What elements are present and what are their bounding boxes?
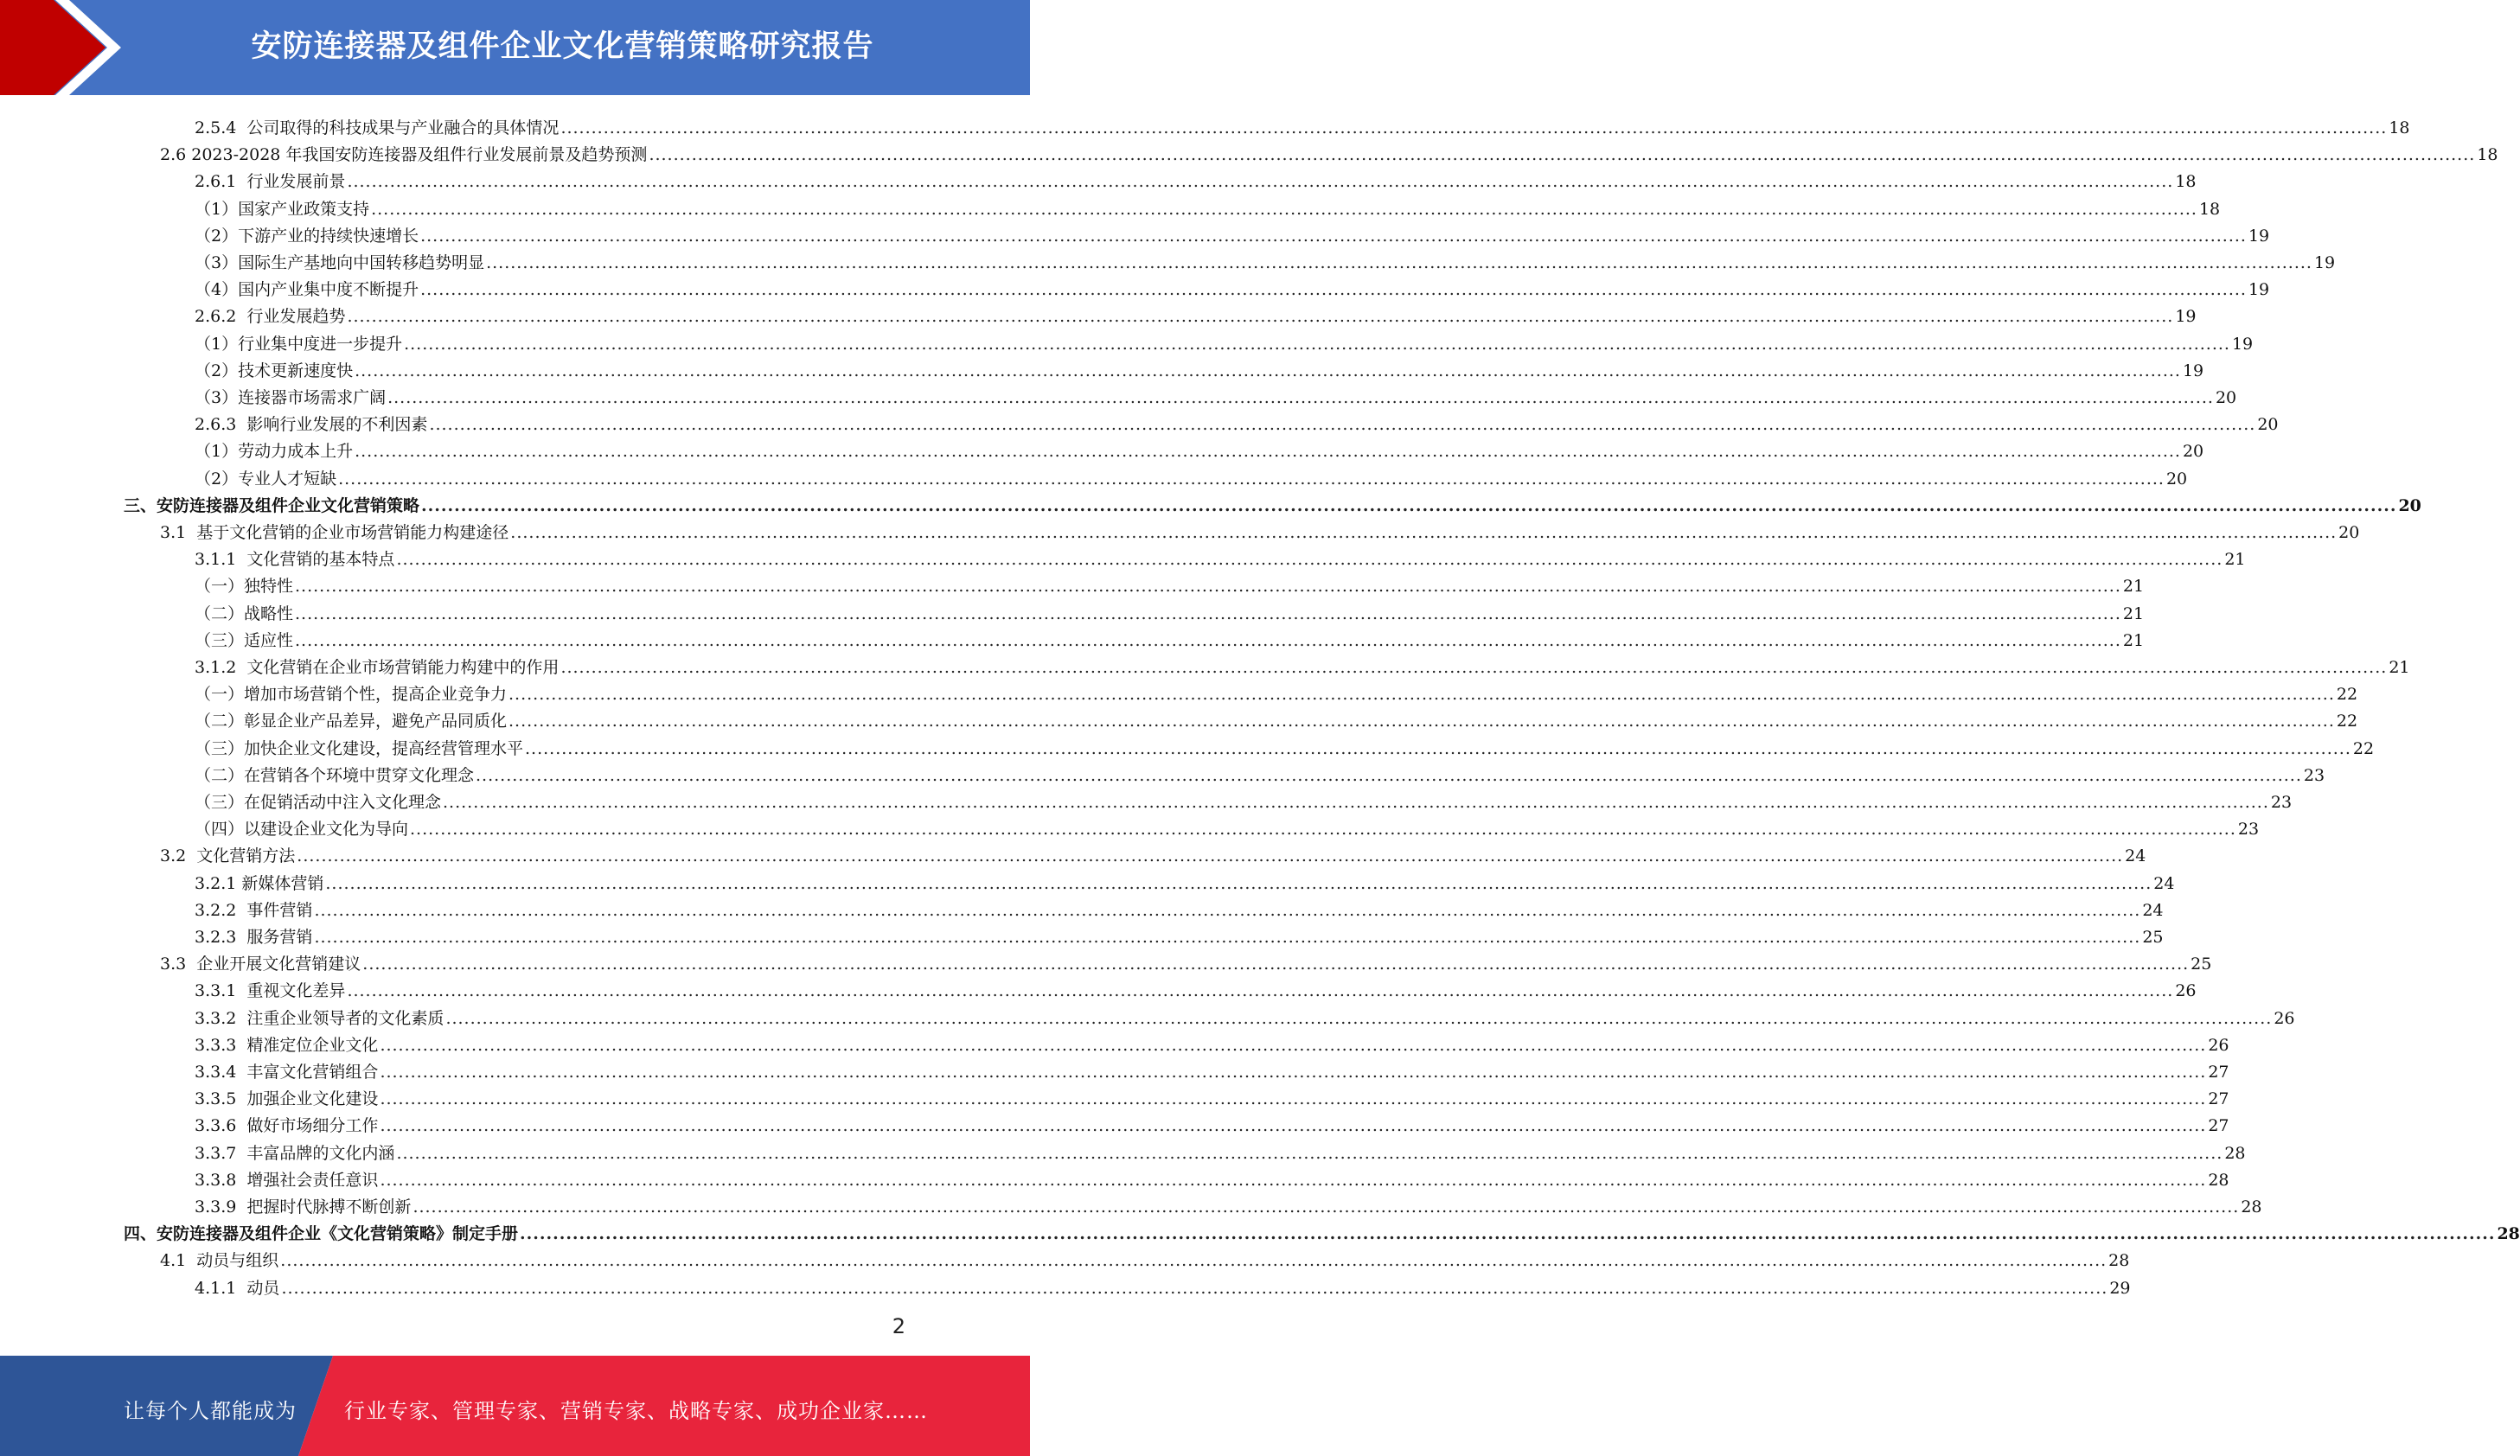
toc-leader-dots: ............................................................................................................................................................................................................................................................................................................ bbox=[280, 1251, 2107, 1271]
toc-entry-label: 2.6.3 影响行业发展的不利因素 bbox=[195, 415, 428, 435]
toc-entry-label: 3.3.8 增强社会责任意识 bbox=[195, 1170, 379, 1190]
toc-leader-dots: ............................................................................................................................................................................................................................................................................................................ bbox=[380, 1035, 2207, 1055]
toc-entry-page: 19 bbox=[2175, 307, 2197, 327]
toc-entry-label: （2）专业人才短缺 bbox=[195, 469, 337, 489]
toc-entry[interactable] bbox=[195, 812, 2260, 840]
toc-entry[interactable] bbox=[195, 434, 2204, 462]
toc-entry[interactable] bbox=[195, 192, 2221, 219]
toc-leader-dots: ............................................................................................................................................................................................................................................................................................................ bbox=[295, 630, 2121, 650]
toc-leader-dots: ............................................................................................................................................................................................................................................................................................................ bbox=[387, 388, 2214, 407]
toc-entry-label: （一）独特性 bbox=[195, 577, 294, 597]
toc-entry-page: 21 bbox=[2389, 658, 2410, 677]
toc-entry-page: 22 bbox=[2352, 738, 2375, 758]
toc-entry-page: 27 bbox=[2208, 1116, 2229, 1136]
toc-leader-dots: ............................................................................................................................................................................................................................................................................................................ bbox=[314, 928, 2141, 947]
toc-leader-dots: ............................................................................................................................................................................................................................................................................................................ bbox=[355, 361, 2181, 380]
toc-leader-dots: ............................................................................................................................................................................................................................................................................................................ bbox=[295, 577, 2121, 597]
toc-leader-dots: ............................................................................................................................................................................................................................................................................................................ bbox=[649, 145, 2476, 165]
toc-entry[interactable] bbox=[195, 704, 2358, 731]
footer-slogan-left: 让每个人都能成为 bbox=[124, 1399, 297, 1423]
toc-entry[interactable] bbox=[195, 597, 2145, 623]
toc-entry-page: 22 bbox=[2336, 685, 2358, 705]
toc-entry-page: 19 bbox=[2231, 334, 2254, 354]
toc-leader-dots: ............................................................................................................................................................................................................................................................................................................ bbox=[380, 1089, 2207, 1109]
toc-entry[interactable] bbox=[124, 1217, 2520, 1244]
toc-entry[interactable] bbox=[195, 1028, 2229, 1055]
toc-entry-page: 23 bbox=[2270, 793, 2293, 812]
toc-entry[interactable] bbox=[160, 947, 2212, 974]
toc-entry-label: （三）加快企业文化建设，提高经营管理水平 bbox=[195, 738, 524, 758]
toc-leader-dots: ............................................................................................................................................................................................................................................................................................................ bbox=[295, 603, 2121, 623]
toc-entry[interactable] bbox=[195, 219, 2270, 246]
toc-entry-label: 3.3.3 精准定位企业文化 bbox=[195, 1035, 379, 1055]
toc-entry[interactable] bbox=[195, 111, 2410, 137]
toc-entry-page: 18 bbox=[2198, 199, 2221, 219]
toc-leader-dots: ............................................................................................................................................................................................................................................................................................................ bbox=[508, 685, 2335, 705]
toc-leader-dots: ............................................................................................................................................................................................................................................................................................................ bbox=[314, 900, 2141, 920]
document-title: 安防连接器及组件企业文化营销策略研究报告 bbox=[251, 29, 874, 64]
header-banner bbox=[0, 0, 1030, 95]
toc-entry-label: 3.3.4 丰富文化营销组合 bbox=[195, 1063, 379, 1082]
toc-entry-page: 20 bbox=[2338, 523, 2360, 542]
toc-entry-page: 18 bbox=[2175, 172, 2197, 192]
toc-entry[interactable] bbox=[195, 866, 2175, 893]
toc-leader-dots: ............................................................................................................................................................................................................................................................................................................ bbox=[420, 280, 2247, 300]
toc-entry-page: 26 bbox=[2208, 1035, 2229, 1055]
toc-entry-page: 28 bbox=[2208, 1170, 2229, 1190]
toc-leader-dots: ............................................................................................................................................................................................................................................................................................................ bbox=[396, 550, 2223, 570]
toc-entry-label: 4.1 动员与组织 bbox=[160, 1251, 279, 1271]
toc-entry-page: 25 bbox=[2142, 928, 2164, 947]
toc-entry-label: 3.2.3 服务营销 bbox=[195, 928, 313, 947]
toc-leader-dots: ............................................................................................................................................................................................................................................................................................................ bbox=[410, 820, 2236, 840]
toc-entry-label: （三）在促销活动中注入文化理念 bbox=[195, 793, 442, 812]
toc-leader-dots: ............................................................................................................................................................................................................................................................................................................ bbox=[476, 765, 2302, 785]
toc-entry[interactable] bbox=[124, 489, 2421, 515]
toc-leader-dots: ............................................................................................................................................................................................................................................................................................................ bbox=[380, 1063, 2207, 1082]
toc-entry[interactable] bbox=[195, 920, 2164, 947]
toc-entry-page: 18 bbox=[2477, 145, 2498, 165]
toc-entry[interactable] bbox=[195, 327, 2254, 354]
toc-entry[interactable] bbox=[160, 137, 2498, 165]
toc-entry[interactable] bbox=[195, 623, 2145, 650]
toc-leader-dots: ............................................................................................................................................................................................................................................................................................................ bbox=[510, 523, 2338, 542]
toc-entry-page: 18 bbox=[2389, 118, 2410, 137]
toc-leader-dots: ............................................................................................................................................................................................................................................................................................................ bbox=[338, 469, 2165, 489]
toc-entry[interactable] bbox=[195, 407, 2279, 435]
toc-entry[interactable] bbox=[195, 1271, 2131, 1298]
toc-entry-label: （3）国际生产基地向中国转移趋势明显 bbox=[195, 253, 485, 272]
toc-entry[interactable] bbox=[195, 758, 2325, 785]
toc-leader-dots: ............................................................................................................................................................................................................................................................................................................ bbox=[443, 793, 2269, 812]
page-number: 2 bbox=[892, 1314, 905, 1338]
toc-entry[interactable] bbox=[195, 731, 2375, 758]
toc-entry-label: 2.6.2 行业发展趋势 bbox=[195, 307, 346, 327]
toc-entry-page: 19 bbox=[2248, 280, 2270, 300]
toc-leader-dots: ............................................................................................................................................................................................................................................................................................................ bbox=[429, 415, 2256, 435]
toc-leader-dots: ............................................................................................................................................................................................................................................................................................................ bbox=[380, 1170, 2207, 1190]
toc-entry-page: 19 bbox=[2248, 226, 2270, 246]
toc-leader-dots: ............................................................................................................................................................................................................................................................................................................ bbox=[371, 199, 2197, 219]
toc-leader-dots: ............................................................................................................................................................................................................................................................................................................ bbox=[297, 846, 2124, 866]
toc-entry-label: 3.2.2 事件营销 bbox=[195, 900, 313, 920]
toc-entry-label: （一）增加市场营销个性，提高企业竞争力 bbox=[195, 685, 508, 705]
toc-leader-dots: ............................................................................................................................................................................................................................................................................................................ bbox=[347, 172, 2174, 192]
toc-entry-page: 19 bbox=[2182, 361, 2204, 380]
toc-entry[interactable] bbox=[195, 677, 2358, 705]
toc-leader-dots: ............................................................................................................................................................................................................................................................................................................ bbox=[445, 1008, 2273, 1028]
toc-leader-dots: ............................................................................................................................................................................................................................................................................................................ bbox=[325, 873, 2152, 893]
toc-leader-dots: ............................................................................................................................................................................................................................................................................................................ bbox=[347, 307, 2174, 327]
toc-leader-dots: ............................................................................................................................................................................................................................................................................................................ bbox=[508, 712, 2335, 731]
toc-entry-label: 三、安防连接器及组件企业文化营销策略 bbox=[124, 495, 420, 515]
toc-entry[interactable] bbox=[195, 1082, 2229, 1109]
toc-entry-label: 3.2.1 新媒体营销 bbox=[195, 873, 324, 893]
toc-entry-label: 2.6.1 行业发展前景 bbox=[195, 172, 346, 192]
toc-entry-page: 21 bbox=[2122, 603, 2145, 623]
toc-leader-dots: ............................................................................................................................................................................................................................................................................................................ bbox=[347, 981, 2174, 1001]
toc-entry-page: 22 bbox=[2336, 712, 2358, 731]
toc-entry-page: 28 bbox=[2241, 1197, 2262, 1217]
toc-entry-page: 24 bbox=[2142, 900, 2164, 920]
toc-entry[interactable] bbox=[195, 462, 2188, 489]
toc-entry-page: 21 bbox=[2122, 577, 2145, 597]
toc-entry-label: （1）国家产业政策支持 bbox=[195, 199, 370, 219]
toc-entry[interactable] bbox=[195, 272, 2270, 300]
toc-entry[interactable] bbox=[195, 785, 2293, 812]
toc-entry-label: 3.3.9 把握时代脉搏不断创新 bbox=[195, 1197, 412, 1217]
toc-entry[interactable] bbox=[195, 299, 2197, 327]
toc-leader-dots: ............................................................................................................................................................................................................................................................................................................ bbox=[281, 1278, 2108, 1298]
toc-leader-dots: ............................................................................................................................................................................................................................................................................................................ bbox=[362, 955, 2190, 974]
toc-entry-label: 4.1.1 动员 bbox=[195, 1278, 280, 1298]
toc-entry[interactable] bbox=[195, 1108, 2229, 1136]
toc-entry-page: 27 bbox=[2208, 1089, 2229, 1109]
toc-entry-page: 25 bbox=[2191, 955, 2212, 974]
toc-entry-label: （1）劳动力成本上升 bbox=[195, 442, 354, 462]
toc-leader-dots: ............................................................................................................................................................................................................................................................................................................ bbox=[380, 1116, 2207, 1136]
toc-entry-page: 20 bbox=[2182, 442, 2204, 462]
toc-leader-dots: ............................................................................................................................................................................................................................................................................................................ bbox=[486, 253, 2312, 272]
toc-entry-page: 21 bbox=[2224, 550, 2246, 570]
toc-entry[interactable] bbox=[195, 164, 2197, 192]
toc-entry-label: 2.5.4 公司取得的科技成果与产业融合的具体情况 bbox=[195, 118, 560, 137]
toc-entry-page: 29 bbox=[2109, 1278, 2131, 1298]
toc-entry-label: （4）国内产业集中度不断提升 bbox=[195, 280, 419, 300]
toc-entry-page: 21 bbox=[2122, 630, 2145, 650]
toc-entry-page: 24 bbox=[2125, 846, 2146, 866]
toc-entry-label: （1）行业集中度进一步提升 bbox=[195, 334, 403, 354]
toc-entry-page: 28 bbox=[2497, 1224, 2520, 1244]
toc-entry[interactable] bbox=[195, 974, 2197, 1001]
toc-leader-dots: ............................................................................................................................................................................................................................................................................................................ bbox=[413, 1197, 2240, 1217]
toc-entry-label: 3.3 企业开展文化营销建议 bbox=[160, 955, 361, 974]
toc-entry-label: 3.3.1 重视文化差异 bbox=[195, 981, 346, 1001]
header-arrow-decoration bbox=[0, 0, 130, 95]
toc-entry-label: 3.3.6 做好市场细分工作 bbox=[195, 1116, 379, 1136]
toc-entry-page: 20 bbox=[2215, 388, 2237, 407]
toc-entry[interactable] bbox=[195, 1163, 2229, 1190]
footer-slogan-right: 行业专家、管理专家、营销专家、战略专家、成功企业家…… bbox=[344, 1399, 928, 1423]
toc-entry[interactable] bbox=[195, 893, 2164, 920]
toc-entry-label: 3.1 基于文化营销的企业市场营销能力构建途径 bbox=[160, 523, 509, 542]
toc-entry-label: （2）下游产业的持续快速增长 bbox=[195, 226, 419, 246]
toc-entry-page: 27 bbox=[2208, 1063, 2229, 1082]
toc-entry-page: 23 bbox=[2237, 820, 2260, 840]
toc-leader-dots: ............................................................................................................................................................................................................................................................................................................ bbox=[560, 658, 2388, 677]
toc-entry-label: 3.3.7 丰富品牌的文化内涵 bbox=[195, 1143, 395, 1163]
toc-leader-dots: ............................................................................................................................................................................................................................................................................................................ bbox=[396, 1143, 2223, 1163]
toc-entry-label: （三）适应性 bbox=[195, 630, 294, 650]
toc-entry-label: （四）以建设企业文化为导向 bbox=[195, 820, 409, 840]
toc-entry-page: 28 bbox=[2224, 1143, 2246, 1163]
toc-leader-dots: ............................................................................................................................................................................................................................................................................................................ bbox=[355, 442, 2181, 462]
toc-leader-dots: ............................................................................................................................................................................................................................................................................................................ bbox=[420, 226, 2247, 246]
toc-entry-label: （二）在营销各个环境中贯穿文化理念 bbox=[195, 765, 475, 785]
toc-entry-page: 19 bbox=[2313, 253, 2336, 272]
toc-entry[interactable] bbox=[160, 1243, 2130, 1271]
toc-entry-page: 24 bbox=[2153, 873, 2175, 893]
toc-entry[interactable] bbox=[195, 246, 2336, 272]
toc-entry-label: 3.1.2 文化营销在企业市场营销能力构建中的作用 bbox=[195, 658, 560, 677]
toc-leader-dots: ............................................................................................................................................................................................................................................................................................................ bbox=[520, 1224, 2496, 1244]
toc-leader-dots: ............................................................................................................................................................................................................................................................................................................ bbox=[525, 738, 2351, 758]
toc-entry[interactable] bbox=[195, 1190, 2262, 1217]
toc-entry-label: （二）彰显企业产品差异，避免产品同质化 bbox=[195, 712, 508, 731]
toc-entry[interactable] bbox=[195, 569, 2145, 597]
toc-entry-page: 28 bbox=[2108, 1251, 2130, 1271]
toc-entry-label: （3）连接器市场需求广阔 bbox=[195, 388, 387, 407]
toc-entry-page: 23 bbox=[2303, 765, 2325, 785]
toc-leader-dots: ............................................................................................................................................................................................................................................................................................................ bbox=[404, 334, 2230, 354]
toc-entry[interactable] bbox=[195, 1136, 2246, 1163]
toc-entry-page: 20 bbox=[2398, 495, 2421, 515]
toc-entry-label: 3.3.2 注重企业领导者的文化素质 bbox=[195, 1008, 445, 1028]
toc-entry[interactable] bbox=[195, 354, 2204, 380]
toc-entry[interactable] bbox=[160, 839, 2146, 866]
toc-entry-label: 2.6 2023-2028 年我国安防连接器及组件行业发展前景及趋势预测 bbox=[160, 145, 648, 165]
footer-banner bbox=[0, 1356, 1030, 1456]
toc-entry[interactable] bbox=[195, 542, 2246, 570]
toc-entry[interactable] bbox=[195, 650, 2410, 677]
toc-entry-label: （二）战略性 bbox=[195, 603, 294, 623]
toc-entry-page: 20 bbox=[2165, 469, 2188, 489]
toc-entry[interactable] bbox=[195, 1001, 2295, 1028]
toc-entry-label: （2）技术更新速度快 bbox=[195, 361, 354, 380]
toc-entry-label: 3.3.5 加强企业文化建设 bbox=[195, 1089, 379, 1109]
toc-leader-dots: ............................................................................................................................................................................................................................................................................................................ bbox=[421, 495, 2397, 515]
toc-entry-label: 3.1.1 文化营销的基本特点 bbox=[195, 550, 395, 570]
toc-entry-page: 26 bbox=[2175, 981, 2197, 1001]
toc-entry-label: 四、安防连接器及组件企业《文化营销策略》制定手册 bbox=[124, 1224, 519, 1244]
toc-entry[interactable] bbox=[195, 1055, 2229, 1082]
toc-entry-label: 3.2 文化营销方法 bbox=[160, 846, 296, 866]
toc-entry-page: 26 bbox=[2274, 1008, 2295, 1028]
toc-leader-dots: ............................................................................................................................................................................................................................................................................................................ bbox=[560, 118, 2388, 137]
toc-entry[interactable] bbox=[195, 380, 2237, 407]
toc-entry[interactable] bbox=[160, 515, 2360, 542]
toc-entry-page: 20 bbox=[2257, 415, 2279, 435]
